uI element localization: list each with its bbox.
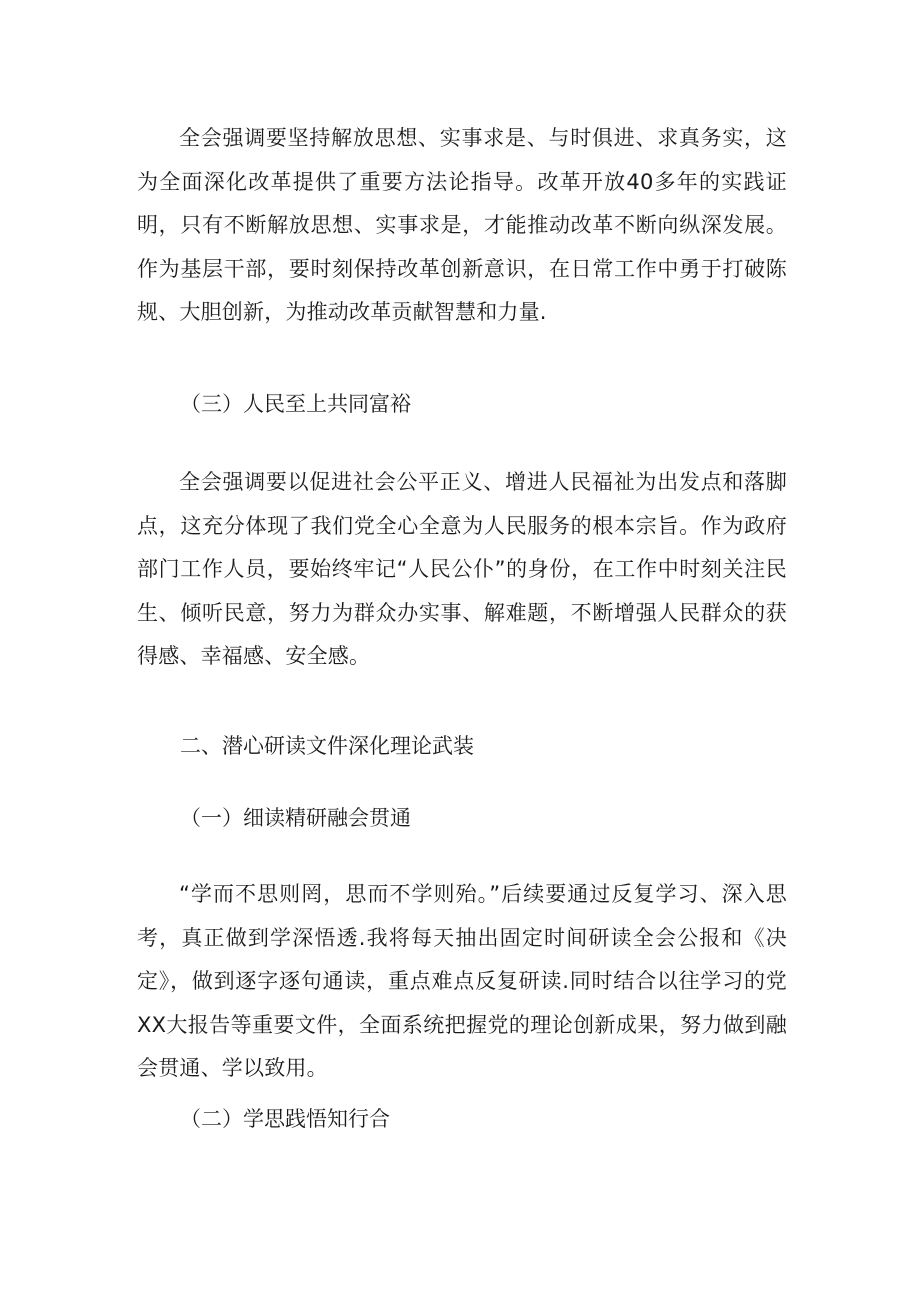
paragraph-people-welfare: 全会强调要以促进社会公平正义、增进人民福祉为出发点和落脚点，这充分体现了我们党全心全意为人民服务的根本宗旨。作为政府部门工作人员，要始终牢记“人民公仆”的身份，在工作中时刻关注民生、倾听民意，努力为群众办实事、解难题，不断增强人民群众的获得感、幸福感、安全感。	[137, 470, 787, 668]
paragraph-study-plan: “学而不思则罔，思而不学则殆。”后续要通过反复学习、深入思考，真正做到学深悟透.我将每天抽出固定时间研读全会公报和《决定》，做到逐字逐句通读，重点难点反复研读.同时结合以往学习的党XX大报告等重要文件，全面系统把握党的理论创新成果，努力做到融会贯通、学以致用。	[137, 882, 787, 1080]
subheading-careful-reading: （一）细读精研融会贯通	[180, 806, 411, 830]
subheading-people-first: （三）人民至上共同富裕	[180, 392, 411, 416]
paragraph-reform-methodology: 全会强调要坚持解放思想、实事求是、与时俱进、求真务实，这为全面深化改革提供了重要方法论指导。改革开放40多年的实践证明，只有不断解放思想、实事求是，才能推动改革不断向纵深发展。作为基层干部，要时刻保持改革创新意识，在日常工作中勇于打破陈规、大胆创新，为推动改革贡献智慧和力量.	[137, 126, 787, 324]
subheading-knowledge-action: （二）学思践悟知行合	[180, 1107, 390, 1131]
section-heading-study-documents: 二、潜心研读文件深化理论武装	[180, 734, 474, 758]
